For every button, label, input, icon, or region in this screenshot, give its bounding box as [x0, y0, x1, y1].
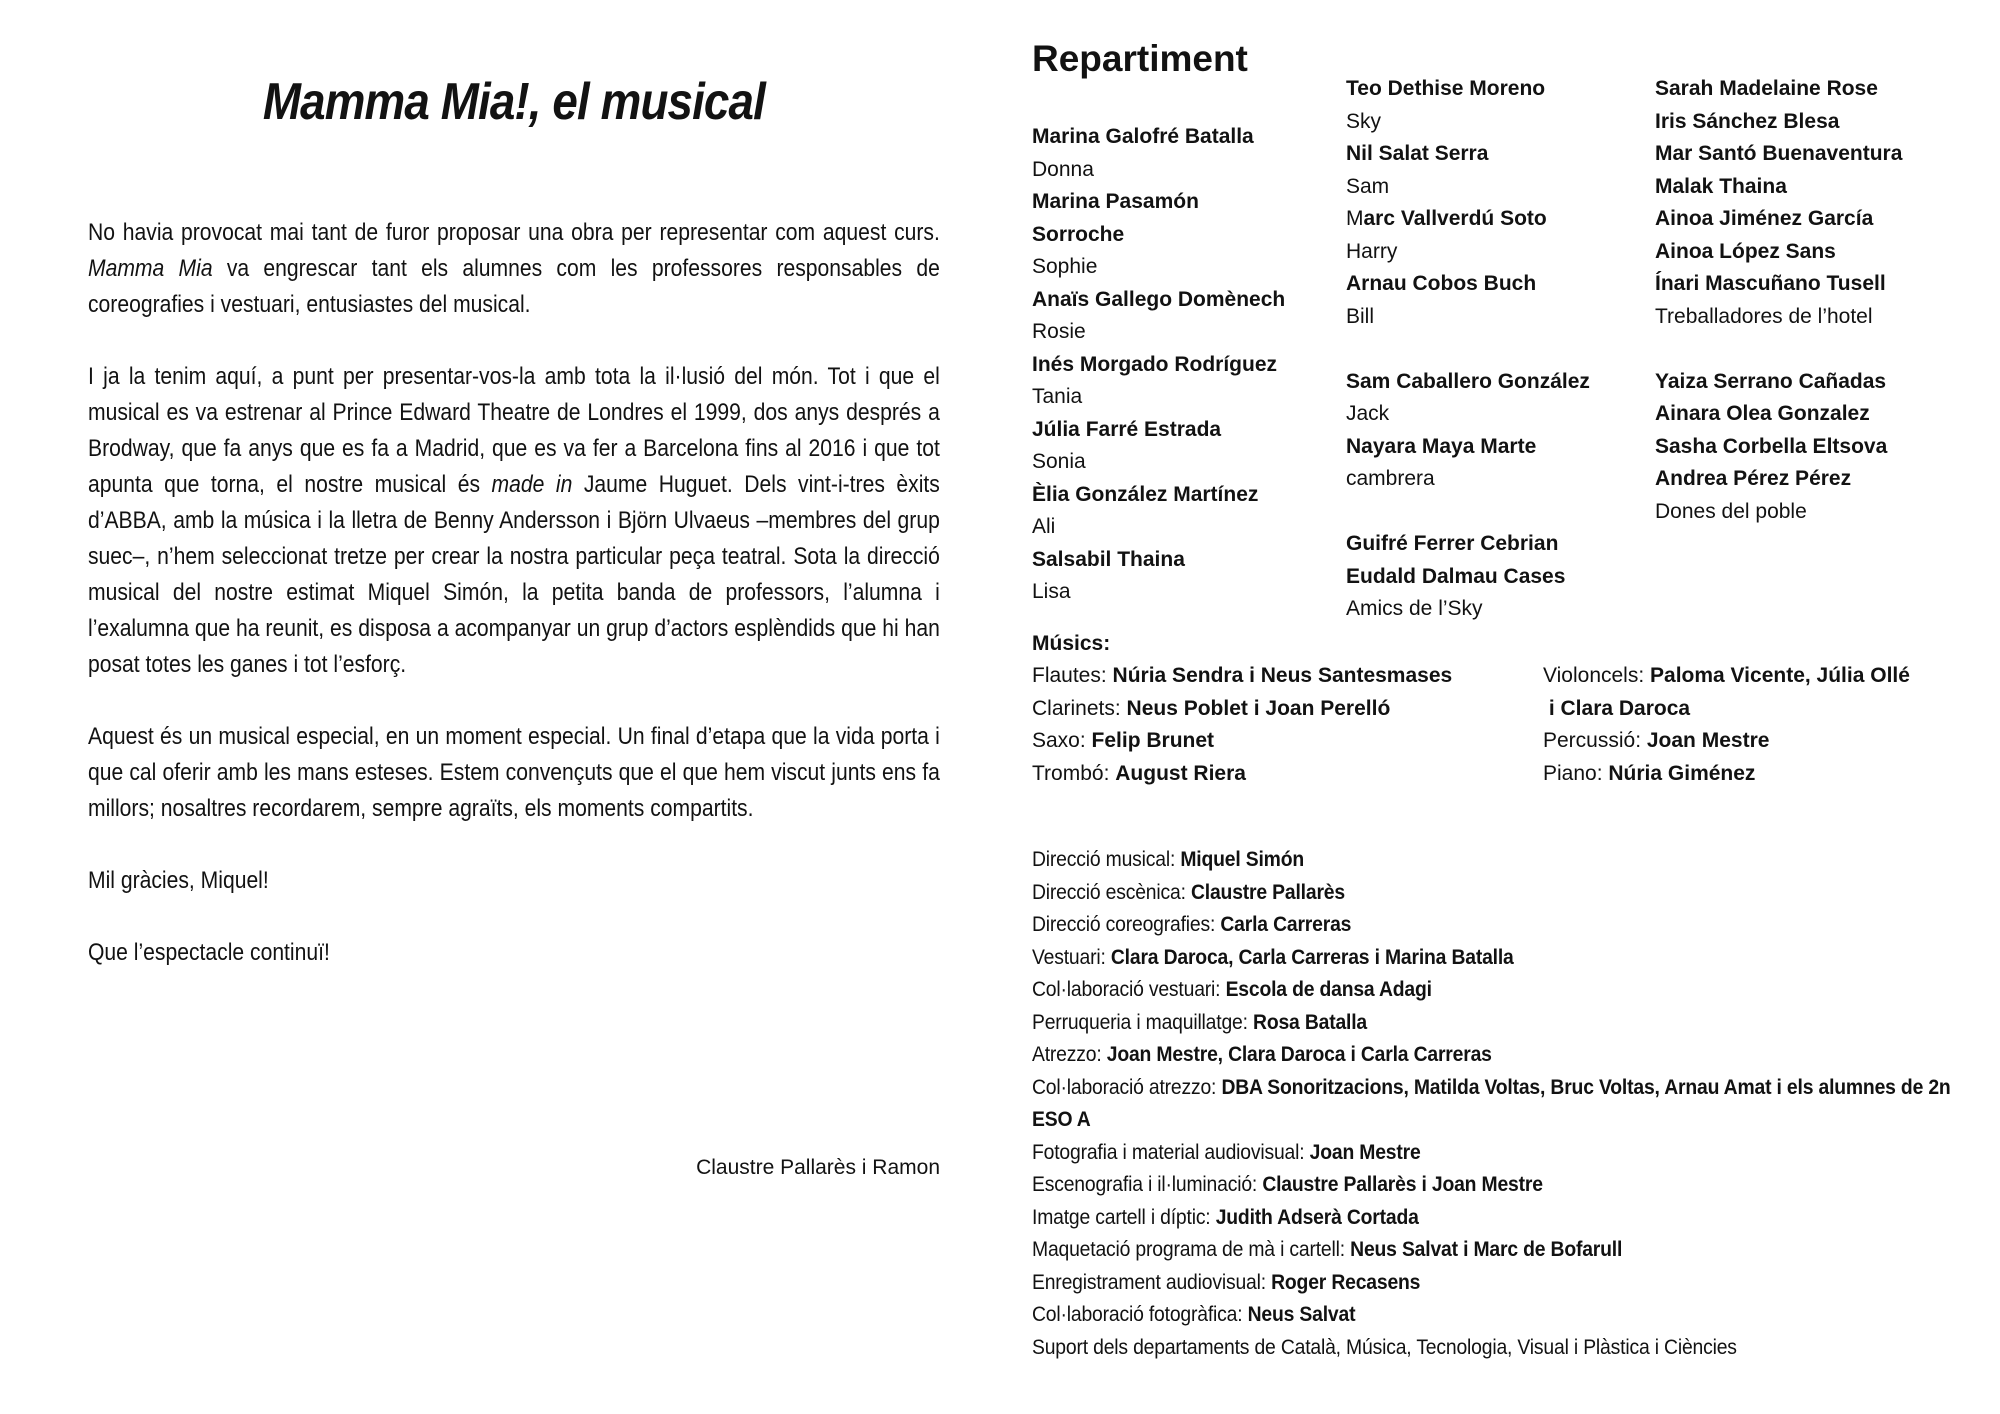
musician-line: Saxo: Felip Brunet	[1032, 729, 1215, 752]
production-credits	[1032, 843, 1968, 1363]
cast-line: Sam	[1346, 174, 1390, 198]
credit-line: Maquetació programa de mà i cartell: Neus Salvat i Marc de Bofarull	[1032, 1237, 1623, 1261]
cast-line: Rosie	[1032, 320, 1086, 343]
musician-line: Trombó: August Riera	[1032, 761, 1246, 785]
cast-line: Arnau Cobos Buch	[1346, 272, 1537, 295]
cast-column-1	[1032, 121, 1338, 609]
cast-line: Marina Galofré Batalla	[1032, 125, 1254, 148]
credit-line: Suport dels departaments de Català, Música, Tecnologia, Visual i Plàstica i Ciències	[1032, 1334, 1737, 1359]
cast-line: Nayara Maya Marte	[1346, 434, 1537, 458]
page-title: Mamma Mia!, el musical	[262, 73, 765, 131]
cast-line	[1346, 496, 1652, 529]
cast-line: Sonia	[1032, 450, 1086, 473]
cast-line: Guifré Ferrer Cebrian	[1346, 532, 1559, 555]
cast-line: Mar Santó Buenaventura	[1655, 142, 1903, 165]
cast-line: Salsabil Thaina	[1032, 547, 1185, 571]
cast-line: Sam Caballero González	[1346, 369, 1590, 393]
cast-line: Marina Pasamón	[1032, 190, 1199, 213]
musician-line: Clarinets: Neus Poblet i Joan Perelló	[1032, 696, 1391, 720]
signature: Claustre Pallarès i Ramon	[696, 1156, 940, 1179]
cast-line: Anaïs Gallego Domènech	[1032, 287, 1286, 311]
credit-line: Col·laboració vestuari: Escola de dansa Adagi	[1032, 977, 1432, 1001]
credit-line: Col·laboració atrezzo: DBA Sonoritzacions, Matilda Voltas, Bruc Voltas, Arnau Amat i els alumnes de 2n ESO A	[1032, 1074, 1956, 1131]
cast-line: Júlia Farré Estrada	[1032, 417, 1222, 441]
cast-line: Ainara Olea Gonzalez	[1655, 402, 1870, 425]
paragraph: I ja la tenim aquí, a punt per presentar-vos-la amb tota la il·lusió del món. Tot i que el musical es va estrenar al Prince Edward Theatre de Londres el 1999, dos anys després a Brodway, que fa anys que es fa a Madrid, que es va fer a Barcelona fins al 2016 i que tot apunta que torna, el nostre musical és made in Jaume Huguet. Dels vint-i-tres èxits d’ABBA, amb la música i la lletra de Benny Andersson i Björn Ulvaeus –membres del grup suec–, n’hem seleccionat tretze per crear la nostra particular peça teatral. Sota la direcció musical del nostre estimat Miquel Simón, la petita banda de professors, l’alumna i l’exalumna que ha reunit, es disposa a acompanyar un grup d’actors esplèndids que hi han posat totes les ganes i tot l’esforç.	[88, 363, 940, 678]
cast-line: Amics de l’Sky	[1346, 597, 1483, 620]
cast-line	[1346, 333, 1652, 366]
cast-line: Teo Dethise Moreno	[1346, 77, 1546, 100]
cast-line: Andrea Pérez Pérez	[1655, 467, 1852, 490]
credit-line: Direcció musical: Miquel Simón	[1032, 847, 1304, 871]
cast-column-2	[1346, 73, 1652, 626]
cast-line: Donna	[1032, 157, 1094, 181]
musician-line: Percussió: Joan Mestre	[1543, 729, 1770, 752]
cast-line: Ainoa López Sans	[1655, 239, 1836, 263]
cast-line: Jack	[1346, 402, 1390, 425]
cast-line: Tania	[1032, 385, 1083, 408]
musician-line: Violoncels: Paloma Vicente, Júlia Ollé	[1543, 664, 1910, 687]
musician-line: Piano: Núria Giménez	[1543, 761, 1756, 785]
paragraph: Mil gràcies, Miquel!	[88, 867, 269, 894]
credit-line: Escenografia i il·luminació: Claustre Pallarès i Joan Mestre	[1032, 1172, 1543, 1196]
cast-line: Malak Thaina	[1655, 174, 1787, 198]
cast-line: Harry	[1346, 239, 1398, 263]
cast-column-3	[1655, 73, 1995, 528]
musicians-right	[1543, 660, 1999, 790]
musicians-heading: Músics:	[1032, 632, 1111, 655]
cast-line: Eudald Dalmau Cases	[1346, 564, 1566, 588]
cast-line: Nil Salat Serra	[1346, 142, 1489, 165]
cast-heading: Repartiment	[1032, 38, 1248, 79]
musician-line: Flautes: Núria Sendra i Neus Santesmases	[1032, 664, 1453, 687]
paragraph: Aquest és un musical especial, en un moment especial. Un final d’etapa que la vida porta i que cal oferir amb les mans esteses. Estem convençuts que el que hem viscut junts ens fa millors; nosaltres recordarem, sempre agraïts, els moments compartits.	[88, 723, 940, 822]
cast-line: Sophie	[1032, 255, 1098, 278]
credit-line: Col·laboració fotogràfica: Neus Salvat	[1032, 1302, 1356, 1326]
musician-line: i Clara Daroca	[1548, 696, 1691, 720]
cast-line: Bill	[1346, 304, 1375, 328]
credit-line: Enregistrament audiovisual: Roger Recasens	[1032, 1269, 1421, 1294]
credit-line: Imatge cartell i díptic: Judith Adserà Cortada	[1032, 1204, 1419, 1229]
cast-line	[1655, 333, 1995, 366]
cast-line: Ínari Mascuñano Tusell	[1655, 272, 1886, 295]
cast-line: Sorroche	[1032, 222, 1125, 246]
cast-line: Èlia González Martínez	[1032, 482, 1259, 506]
cast-line: Sarah Madelaine Rose	[1655, 77, 1878, 100]
paragraph: Que l’espectacle continuï!	[88, 939, 330, 966]
cast-line: Sky	[1346, 109, 1382, 133]
paragraph: No havia provocat mai tant de furor proposar una obra per representar com aquest curs. Mamma Mia va engrescar tant els alumnes com les professores responsables de coreografies i vestuari, entusiastes del musical.	[88, 219, 940, 318]
cast-line: Inés Morgado Rodríguez	[1032, 352, 1278, 376]
cast-line: Dones del poble	[1655, 499, 1807, 523]
cast-line: Yaiza Serrano Cañadas	[1655, 369, 1887, 393]
credit-line: Perruqueria i maquillatge: Rosa Batalla	[1032, 1009, 1368, 1034]
credit-line: Vestuari: Clara Daroca, Carla Carreras i Marina Batalla	[1032, 944, 1514, 969]
musicians-left	[1032, 660, 1552, 790]
cast-line: Iris Sánchez Blesa	[1655, 109, 1840, 133]
cast-line: Lisa	[1032, 580, 1071, 603]
credit-line: Direcció coreografies: Carla Carreras	[1032, 912, 1352, 936]
intro-text	[88, 215, 940, 1007]
credit-line: Fotografia i material audiovisual: Joan Mestre	[1032, 1139, 1421, 1164]
credit-line: Atrezzo: Joan Mestre, Clara Daroca i Carla Carreras	[1032, 1042, 1492, 1066]
cast-line: Ali	[1032, 515, 1056, 538]
cast-line: Ainoa Jiménez García	[1655, 207, 1874, 230]
cast-line: cambrera	[1346, 467, 1435, 490]
cast-line: Treballadores de l’hotel	[1655, 304, 1873, 328]
cast-line: Sasha Corbella Eltsova	[1655, 434, 1888, 458]
cast-line: Marc Vallverdú Soto	[1346, 207, 1547, 230]
credit-line: Direcció escènica: Claustre Pallarès	[1032, 879, 1345, 904]
